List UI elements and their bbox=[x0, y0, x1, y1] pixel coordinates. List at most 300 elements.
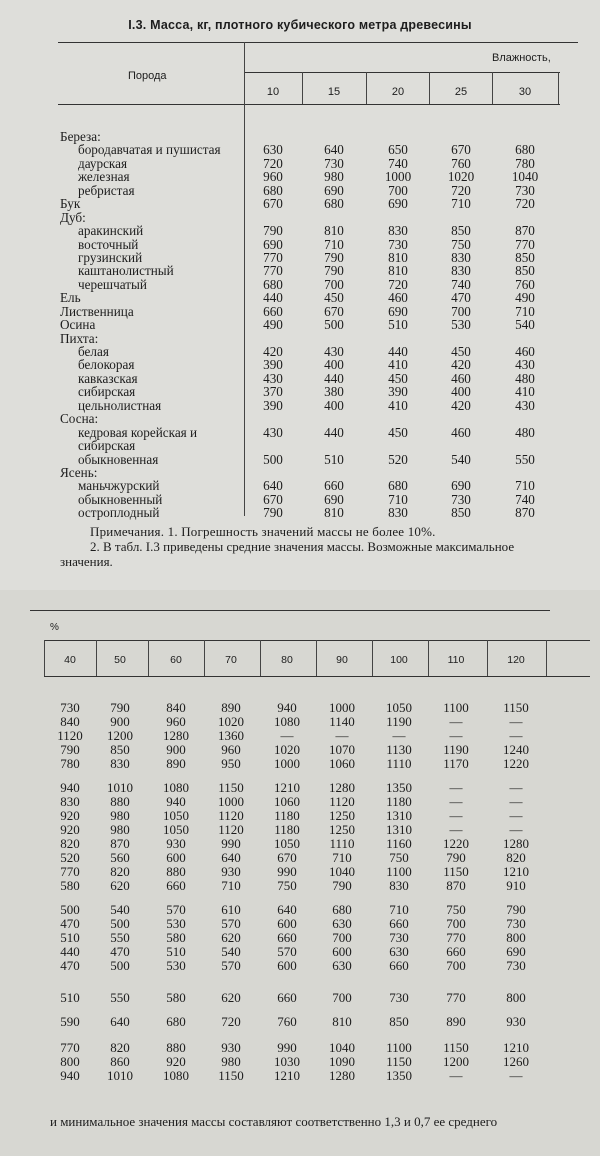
table-cell: 390 bbox=[263, 357, 283, 373]
table-cell: — bbox=[449, 728, 463, 743]
table-cell: 690 bbox=[451, 478, 471, 494]
table-row bbox=[60, 291, 560, 304]
table-cell: 700 bbox=[446, 916, 466, 931]
table-cell: 450 bbox=[388, 424, 408, 440]
table-cell: 1020 bbox=[274, 742, 300, 757]
table-cell: 1040 bbox=[329, 1040, 355, 1055]
table-cell: 810 bbox=[324, 223, 344, 239]
table-cell: 390 bbox=[263, 397, 283, 413]
header-mid-rule bbox=[244, 72, 560, 73]
table-row bbox=[0, 1014, 600, 1028]
table-cell: 770 bbox=[446, 930, 466, 945]
note-2: 2. В табл. I.3 приведены средние значения массы. Возможные максимальное bbox=[90, 539, 515, 554]
table-cell: 980 bbox=[221, 1054, 241, 1069]
table-row bbox=[60, 426, 560, 453]
table-cell: — bbox=[509, 822, 523, 837]
table-cell: 770 bbox=[263, 249, 283, 265]
table-row bbox=[0, 714, 600, 728]
table-cell: 490 bbox=[515, 290, 535, 306]
table-cell: 580 bbox=[60, 878, 80, 893]
table-cell: 530 bbox=[166, 916, 186, 931]
table-cell: 510 bbox=[60, 990, 80, 1005]
table-cell: 1110 bbox=[386, 756, 412, 771]
table-row bbox=[60, 479, 560, 492]
lower-page bbox=[0, 590, 600, 1156]
table-cell: 720 bbox=[388, 276, 408, 292]
table-cell: 430 bbox=[515, 397, 535, 413]
table-cell: 670 bbox=[451, 142, 471, 158]
table-cell: — bbox=[449, 1068, 463, 1083]
table-cell: 620 bbox=[221, 990, 241, 1005]
table-row bbox=[0, 864, 600, 878]
table-cell: 500 bbox=[60, 902, 80, 917]
table-cell: 710 bbox=[221, 878, 241, 893]
table-cell: 460 bbox=[451, 370, 471, 386]
species-name: Лиственница bbox=[60, 303, 134, 319]
table-cell: 1220 bbox=[443, 836, 469, 851]
table-cell: 790 bbox=[324, 263, 344, 279]
table-cell: 720 bbox=[263, 155, 283, 171]
table-cell: 810 bbox=[324, 505, 344, 521]
table-row bbox=[60, 143, 560, 156]
table-cell: 1150 bbox=[218, 780, 244, 795]
table-cell: 430 bbox=[263, 370, 283, 386]
species-name: Пихта: bbox=[60, 330, 99, 346]
table-cell: 750 bbox=[277, 878, 297, 893]
table-cell: 840 bbox=[166, 700, 186, 715]
table-row bbox=[60, 184, 560, 197]
table-cell: 750 bbox=[451, 236, 471, 252]
table-cell: 1220 bbox=[503, 756, 529, 771]
table-cell: 960 bbox=[263, 169, 283, 185]
table-cell: 630 bbox=[332, 958, 352, 973]
table-cell: 1040 bbox=[329, 864, 355, 879]
table-cell: 500 bbox=[263, 451, 283, 467]
table-cell: 480 bbox=[515, 370, 535, 386]
table-cell: 680 bbox=[332, 902, 352, 917]
table-cell: 470 bbox=[451, 290, 471, 306]
table-cell: 660 bbox=[277, 990, 297, 1005]
table-row bbox=[60, 372, 560, 385]
table-cell: 1310 bbox=[386, 808, 412, 823]
table-cell: 770 bbox=[446, 990, 466, 1005]
moisture-column-header: 60 bbox=[170, 654, 182, 666]
subspecies-name: ребристая bbox=[78, 182, 135, 198]
table-cell: 960 bbox=[166, 714, 186, 729]
table-cell: 600 bbox=[332, 944, 352, 959]
table-cell: 990 bbox=[277, 1040, 297, 1055]
table-cell: 820 bbox=[506, 850, 526, 865]
table-cell: 670 bbox=[263, 196, 283, 212]
table-cell: 770 bbox=[263, 263, 283, 279]
table-cell: 1150 bbox=[386, 1054, 412, 1069]
table-cell: 760 bbox=[515, 276, 535, 292]
table-row bbox=[0, 1040, 600, 1054]
table-cell: 630 bbox=[263, 142, 283, 158]
moisture-column-header: 80 bbox=[281, 654, 293, 666]
table-cell: 1020 bbox=[447, 169, 475, 185]
table-cell: 1120 bbox=[218, 808, 244, 823]
table-cell: 1200 bbox=[443, 1054, 469, 1069]
subspecies-name: белая bbox=[78, 344, 109, 359]
table-cell: 500 bbox=[110, 916, 130, 931]
table-cell: 640 bbox=[324, 142, 344, 158]
subspecies-name: сибирская bbox=[78, 384, 136, 400]
table-cell: 890 bbox=[221, 700, 241, 715]
col-divider bbox=[260, 640, 261, 676]
table-row bbox=[60, 345, 560, 358]
table-cell: 1000 bbox=[274, 756, 300, 771]
table-cell: 690 bbox=[388, 303, 408, 319]
table-cell: 850 bbox=[515, 263, 535, 279]
table-cell: 680 bbox=[515, 142, 535, 158]
table-cell: 680 bbox=[388, 478, 408, 494]
table-cell: 400 bbox=[451, 384, 471, 400]
table-cell: 960 bbox=[221, 742, 241, 757]
moisture-column-header: 30 bbox=[518, 86, 532, 98]
table-cell: 720 bbox=[221, 1014, 241, 1029]
table-cell: 850 bbox=[389, 1014, 409, 1029]
table-cell: 940 bbox=[166, 794, 186, 809]
table-cell: 690 bbox=[388, 196, 408, 212]
table-cell: 680 bbox=[324, 196, 344, 212]
table-row bbox=[0, 808, 600, 822]
col-divider bbox=[366, 72, 367, 104]
species-name: Ель bbox=[60, 290, 81, 306]
table-cell: 900 bbox=[166, 742, 186, 757]
table-cell: 770 bbox=[60, 1040, 80, 1055]
table-cell: 1200 bbox=[107, 728, 133, 743]
table-row bbox=[60, 130, 560, 143]
table-row bbox=[0, 902, 600, 916]
table-cell: 770 bbox=[515, 236, 535, 252]
table-cell: 780 bbox=[515, 155, 535, 171]
table-cell: 1070 bbox=[329, 742, 355, 757]
table-cell: 830 bbox=[388, 223, 408, 239]
moisture-column-header: 50 bbox=[114, 654, 126, 666]
table-cell: 1250 bbox=[329, 822, 355, 837]
table-cell: 910 bbox=[506, 878, 526, 893]
table-cell: 850 bbox=[451, 505, 471, 521]
table-cell: 920 bbox=[166, 1054, 186, 1069]
table-cell: 770 bbox=[60, 864, 80, 879]
table-row bbox=[0, 742, 600, 756]
moisture-column-header: 25 bbox=[454, 86, 468, 98]
table-cell: 1190 bbox=[386, 714, 412, 729]
table-cell: 830 bbox=[451, 263, 471, 279]
table-row bbox=[0, 836, 600, 850]
table-cell: 1100 bbox=[443, 700, 469, 715]
table-cell: — bbox=[509, 780, 523, 795]
table-cell: 710 bbox=[388, 491, 408, 507]
table-cell: — bbox=[509, 714, 523, 729]
table-cell: 670 bbox=[263, 491, 283, 507]
table-cell: 1080 bbox=[163, 1068, 189, 1083]
table-cell: 390 bbox=[388, 384, 408, 400]
subspecies-name: черешчатый bbox=[78, 276, 147, 292]
subspecies-name: бородавчатая и пушистая bbox=[78, 142, 221, 158]
table-row bbox=[60, 318, 560, 331]
table-cell: — bbox=[509, 1068, 523, 1083]
table-row bbox=[60, 453, 560, 466]
table-cell: 730 bbox=[515, 182, 535, 198]
table-cell: 760 bbox=[277, 1014, 297, 1029]
table-cell: 670 bbox=[277, 850, 297, 865]
table-cell: 600 bbox=[166, 850, 186, 865]
moisture-column-header: 70 bbox=[225, 654, 237, 666]
table-cell: 450 bbox=[388, 370, 408, 386]
table-cell: 1100 bbox=[386, 864, 412, 879]
subspecies-name: цельнолистная bbox=[78, 397, 162, 413]
table-cell: 550 bbox=[515, 451, 535, 467]
table-cell: 760 bbox=[451, 155, 471, 171]
table-cell: 440 bbox=[324, 370, 344, 386]
species-name: Дуб: bbox=[60, 209, 86, 225]
table-row bbox=[60, 197, 560, 210]
table-row bbox=[60, 493, 560, 506]
table-cell: 850 bbox=[515, 249, 535, 265]
table-cell: 790 bbox=[263, 505, 283, 521]
table-cell: 990 bbox=[277, 864, 297, 879]
subspecies-name: кавказская bbox=[78, 370, 138, 386]
table-cell: 790 bbox=[446, 850, 466, 865]
table-row bbox=[60, 157, 560, 170]
table-cell: 570 bbox=[277, 944, 297, 959]
col-divider bbox=[302, 72, 303, 104]
table-row bbox=[60, 264, 560, 277]
top-table-body bbox=[60, 130, 560, 520]
table-cell: 780 bbox=[60, 756, 80, 771]
table-cell: 700 bbox=[324, 276, 344, 292]
table-cell: 830 bbox=[389, 878, 409, 893]
table-cell: 710 bbox=[389, 902, 409, 917]
table-cell: 420 bbox=[451, 357, 471, 373]
table-cell: 1110 bbox=[329, 836, 355, 851]
table-cell: 730 bbox=[324, 155, 344, 171]
table-cell: 590 bbox=[60, 1014, 80, 1029]
table-cell: 1350 bbox=[386, 780, 412, 795]
table-cell: 1130 bbox=[386, 742, 412, 757]
table-cell: 670 bbox=[324, 303, 344, 319]
table-cell: 790 bbox=[324, 249, 344, 265]
table-row bbox=[0, 850, 600, 864]
table-cell: 790 bbox=[506, 902, 526, 917]
table-cell: 530 bbox=[166, 958, 186, 973]
table-cell: 600 bbox=[277, 958, 297, 973]
species-name: Осина bbox=[60, 317, 96, 333]
table-cell: 740 bbox=[451, 276, 471, 292]
species-name: Бук bbox=[60, 196, 81, 212]
bottom-top-rule bbox=[30, 610, 550, 611]
table-cell: 1260 bbox=[503, 1054, 529, 1069]
table-cell: 1150 bbox=[503, 700, 529, 715]
table-cell: 900 bbox=[110, 714, 130, 729]
table-cell: 1210 bbox=[503, 864, 529, 879]
subspecies-name: остроплодный bbox=[78, 505, 160, 521]
table-cell: 870 bbox=[110, 836, 130, 851]
table-row bbox=[0, 944, 600, 958]
table-cell: 820 bbox=[110, 864, 130, 879]
table-cell: 720 bbox=[451, 182, 471, 198]
col-divider bbox=[148, 640, 149, 676]
table-cell: 1140 bbox=[329, 714, 355, 729]
table-cell: 790 bbox=[263, 223, 283, 239]
species-name: Береза: bbox=[60, 129, 101, 144]
table-cell: 530 bbox=[451, 317, 471, 333]
table-cell: 850 bbox=[451, 223, 471, 239]
table-title: I.3. Масса, кг, плотного кубического метра древесины bbox=[128, 18, 472, 32]
table-cell: 1020 bbox=[218, 714, 244, 729]
table-cell: — bbox=[449, 714, 463, 729]
subspecies-name: даурская bbox=[78, 155, 128, 171]
table-cell: 540 bbox=[110, 902, 130, 917]
table-cell: 560 bbox=[110, 850, 130, 865]
table-cell: 1050 bbox=[386, 700, 412, 715]
table-cell: 860 bbox=[110, 1054, 130, 1069]
table-cell: 570 bbox=[166, 902, 186, 917]
table-cell: 1280 bbox=[329, 780, 355, 795]
table-cell: 1350 bbox=[386, 1068, 412, 1083]
table-cell: 660 bbox=[389, 916, 409, 931]
species-header: Порода bbox=[128, 70, 167, 82]
table-cell: 710 bbox=[515, 478, 535, 494]
table-row bbox=[0, 756, 600, 770]
table-cell: 1150 bbox=[443, 864, 469, 879]
table-cell: 980 bbox=[324, 169, 344, 185]
table-cell: 820 bbox=[110, 1040, 130, 1055]
table-cell: 700 bbox=[332, 990, 352, 1005]
table-cell: 1280 bbox=[503, 836, 529, 851]
table-cell: 1040 bbox=[511, 169, 539, 185]
table-cell: 920 bbox=[60, 808, 80, 823]
table-row bbox=[0, 990, 600, 1004]
table-cell: 440 bbox=[60, 944, 80, 959]
table-row bbox=[0, 1054, 600, 1068]
col-divider bbox=[372, 640, 373, 676]
table-cell: 890 bbox=[446, 1014, 466, 1029]
table-cell: 710 bbox=[324, 236, 344, 252]
table-cell: — bbox=[449, 780, 463, 795]
table-cell: 1150 bbox=[443, 1040, 469, 1055]
table-cell: 420 bbox=[451, 397, 471, 413]
table-row bbox=[0, 822, 600, 836]
table-cell: 710 bbox=[332, 850, 352, 865]
col-divider bbox=[428, 640, 429, 676]
subspecies-name: белокорая bbox=[78, 357, 135, 373]
subspecies-name: маньчжурский bbox=[78, 478, 160, 494]
table-cell: 660 bbox=[277, 930, 297, 945]
subspecies-name: каштанолистный bbox=[78, 263, 174, 279]
table-cell: 550 bbox=[110, 930, 130, 945]
note-1: Примечания. 1. Погрешность значений массы не более 10%. bbox=[90, 524, 436, 539]
table-cell: 700 bbox=[388, 182, 408, 198]
table-cell: 520 bbox=[60, 850, 80, 865]
table-cell: 730 bbox=[388, 236, 408, 252]
table-cell: 1170 bbox=[443, 756, 469, 771]
table-cell: 470 bbox=[110, 944, 130, 959]
table-cell: 750 bbox=[389, 850, 409, 865]
table-cell: 1210 bbox=[503, 1040, 529, 1055]
table-cell: — bbox=[509, 728, 523, 743]
table-row bbox=[60, 332, 560, 345]
table-cell: — bbox=[449, 808, 463, 823]
table-cell: 1000 bbox=[218, 794, 244, 809]
moisture-column-header: 40 bbox=[64, 654, 76, 666]
table-cell: 470 bbox=[60, 958, 80, 973]
table-cell: 730 bbox=[389, 990, 409, 1005]
subspecies-name: грузинский bbox=[78, 249, 143, 265]
table-row bbox=[60, 211, 560, 224]
table-cell: 830 bbox=[388, 505, 408, 521]
table-row bbox=[0, 878, 600, 892]
table-cell: 580 bbox=[166, 990, 186, 1005]
table-cell: 1180 bbox=[274, 822, 300, 837]
species-name: Ясень: bbox=[60, 464, 98, 480]
table-cell: 630 bbox=[389, 944, 409, 959]
table-cell: 460 bbox=[388, 290, 408, 306]
subspecies-name: обыкновенный bbox=[78, 491, 163, 507]
table-cell: 810 bbox=[388, 249, 408, 265]
table-cell: 950 bbox=[221, 756, 241, 771]
table-row bbox=[0, 728, 600, 742]
table-cell: 540 bbox=[451, 451, 471, 467]
table-cell: 890 bbox=[166, 756, 186, 771]
table-cell: — bbox=[280, 728, 294, 743]
table-cell: 620 bbox=[110, 878, 130, 893]
table-cell: 710 bbox=[451, 196, 471, 212]
table-cell: 1240 bbox=[503, 742, 529, 757]
bottom-header-bottom-rule bbox=[44, 676, 590, 677]
table-cell: 540 bbox=[515, 317, 535, 333]
table-row bbox=[60, 412, 560, 425]
table-cell: 660 bbox=[263, 303, 283, 319]
table-cell: 1120 bbox=[218, 822, 244, 837]
col-divider bbox=[558, 72, 559, 104]
table-cell: 1180 bbox=[274, 808, 300, 823]
table-cell: 700 bbox=[446, 958, 466, 973]
table-cell: 600 bbox=[277, 916, 297, 931]
table-cell: 940 bbox=[60, 780, 80, 795]
table-cell: 680 bbox=[166, 1014, 186, 1029]
table-cell: 640 bbox=[221, 850, 241, 865]
footer-text: и минимальное значения массы составляют соответственно 1,3 и 0,7 ее среднего bbox=[50, 1114, 498, 1129]
table-cell: 620 bbox=[221, 930, 241, 945]
table-cell: 520 bbox=[388, 451, 408, 467]
table-cell: 1060 bbox=[329, 756, 355, 771]
table-cell: 1030 bbox=[274, 1054, 300, 1069]
col-divider bbox=[429, 72, 430, 104]
table-cell: 830 bbox=[60, 794, 80, 809]
subspecies-name: восточный bbox=[78, 236, 139, 252]
moisture-column-header: 15 bbox=[327, 86, 341, 98]
table-cell: 930 bbox=[506, 1014, 526, 1029]
table-cell: 410 bbox=[388, 397, 408, 413]
table-cell: 740 bbox=[515, 491, 535, 507]
table-cell: 820 bbox=[60, 836, 80, 851]
table-cell: 1120 bbox=[329, 794, 355, 809]
table-cell: 790 bbox=[332, 878, 352, 893]
table-row bbox=[60, 251, 560, 264]
table-cell: 550 bbox=[110, 990, 130, 1005]
table-cell: 790 bbox=[60, 742, 80, 757]
table-cell: 690 bbox=[324, 182, 344, 198]
table-cell: 640 bbox=[263, 478, 283, 494]
table-cell: 1000 bbox=[329, 700, 355, 715]
table-cell: 990 bbox=[221, 836, 241, 851]
table-cell: 730 bbox=[506, 916, 526, 931]
table-cell: 930 bbox=[221, 1040, 241, 1055]
table-cell: 1210 bbox=[274, 1068, 300, 1083]
